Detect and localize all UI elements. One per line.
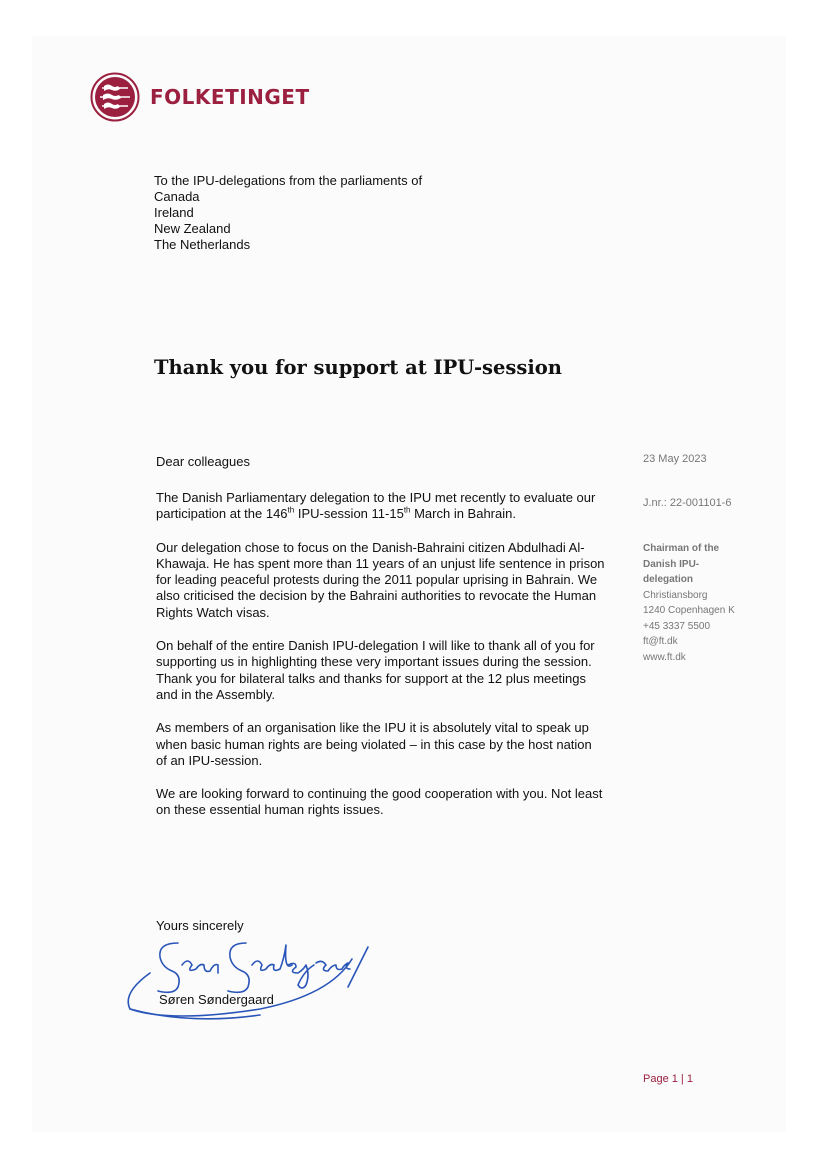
paragraph: The Danish Parliamentary delegation to the IPU met recently to evaluate our participation at the 146th IPU-session 11-15th March in Bahrain.: [156, 490, 596, 522]
sender-title-line: Chairman of the: [643, 543, 720, 554]
paragraph: On behalf of the entire Danish IPU-delegation I will like to thank all of you for supporting us in highlighting these very important issues during the session. Thank you for bilateral talks and thanks for support at the 12 plus meetings and in the Assembly.: [156, 638, 595, 702]
sender-title-line: Danish IPU-: [643, 558, 700, 570]
letter-subject: Thank you for support at IPU-session: [154, 356, 562, 379]
sender-title-line: delegation: [643, 574, 694, 585]
sender-address-line: 1240 Copenhagen K: [643, 605, 735, 616]
recipient-item: New Zealand: [154, 221, 231, 236]
sender-address-line: Christiansborg: [643, 589, 708, 601]
sender-website: www.ft.dk: [643, 651, 686, 663]
letter-date: 23 May 2023: [643, 453, 707, 465]
recipient-intro: To the IPU-delegations from the parliaments of: [154, 173, 423, 188]
recipient-block: [154, 173, 422, 253]
coat-of-arms-icon: [90, 72, 140, 122]
recipient-item: The Netherlands: [154, 237, 251, 252]
closing: Yours sincerely: [156, 918, 244, 933]
paragraph: Our delegation chose to focus on the Danish-Bahraini citizen Abdulhadi Al-Khawaja. He has spent more than 11 years of an unjust life sentence in prison for leading peaceful protests during the 2011 popular uprising in Bahrain. We also criticised the decision by the Bahraini authorities to revocate the Human Rights Watch visas.: [156, 539, 605, 620]
page-number: Page 1 | 1: [643, 1073, 693, 1085]
journal-number: J.nr.: 22-001101-6: [643, 497, 732, 509]
sender-email: ft@ft.dk: [643, 636, 678, 647]
recipient-item: Ireland: [154, 205, 194, 220]
brand-name: FOLKETINGET: [150, 85, 310, 109]
sender-phone: +45 3337 5500: [643, 620, 711, 632]
greeting: Dear colleagues: [156, 454, 250, 469]
signer-name: Søren Søndergaard: [159, 992, 274, 1007]
recipient-item: Canada: [154, 189, 200, 204]
sender-block: [643, 541, 735, 665]
folketinget-logo: [90, 72, 310, 122]
letter-body: [156, 490, 606, 836]
paragraph: As members of an organisation like the IPU it is absolutely vital to speak up when basic human rights are being violated – in this case by the host nation of an IPU-session.: [156, 720, 592, 768]
paragraph: We are looking forward to continuing the good cooperation with you. Not least on these essential human rights issues.: [156, 786, 603, 818]
